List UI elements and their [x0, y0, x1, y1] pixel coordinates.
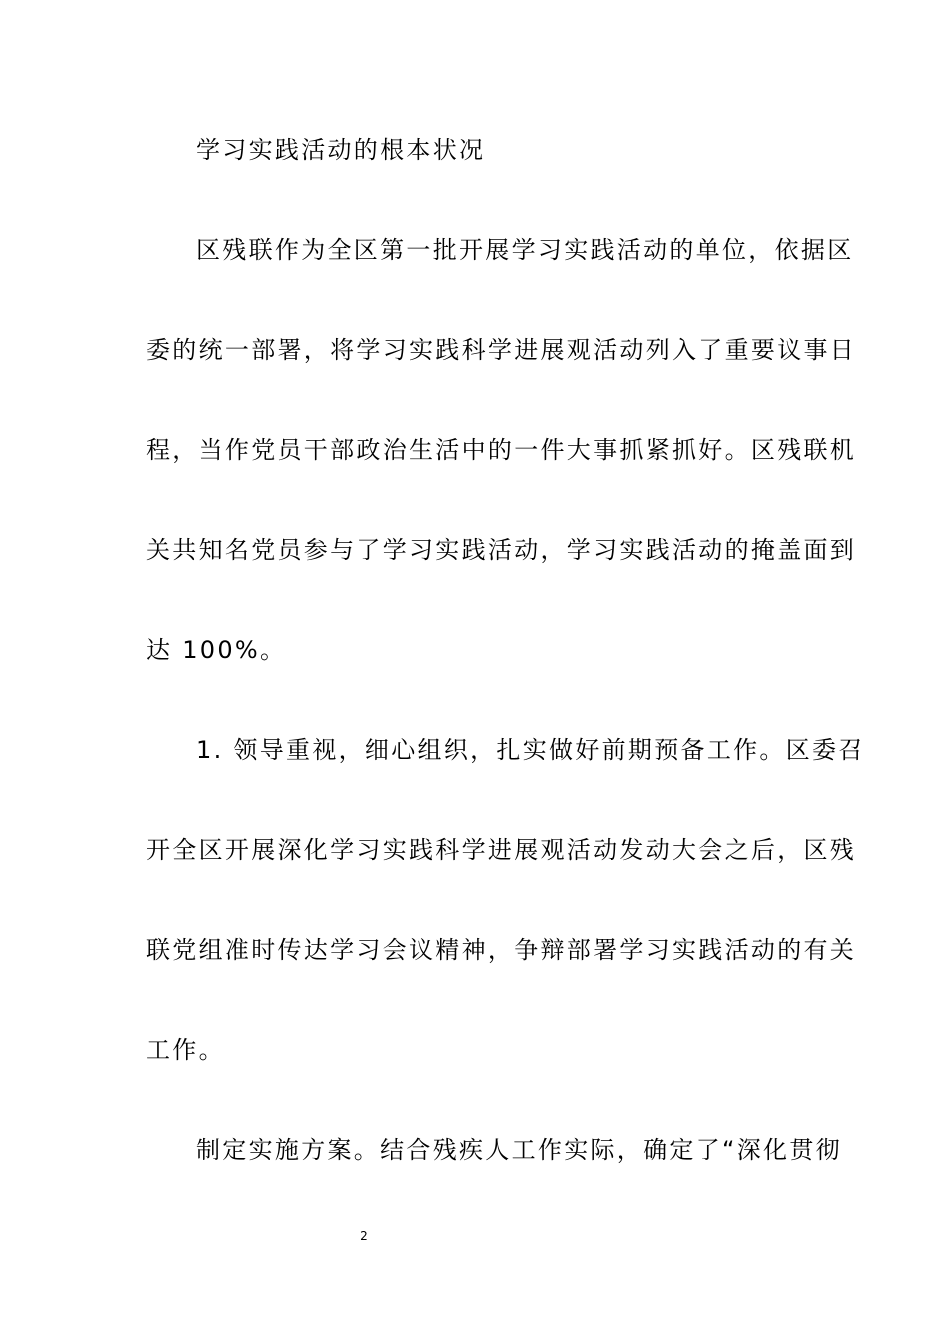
page-number: 2	[360, 1229, 368, 1243]
section-heading: 学习实践活动的根本状况	[196, 136, 486, 164]
paragraph-line: 工作。	[146, 1036, 225, 1064]
paragraph-line: 制定实施方案。结合残疾人工作实际，确定了“深化贯彻	[196, 1136, 842, 1164]
paragraph-line: 委的统一部署，将学习实践科学进展观活动列入了重要议事日	[146, 336, 857, 364]
paragraph-line: 1. 领导重视，细心组织，扎实做好前期预备工作。区委召	[196, 736, 865, 764]
paragraph-line: 区残联作为全区第一批开展学习实践活动的单位，依据区	[196, 236, 854, 264]
paragraph-line: 联党组准时传达学习会议精神，争辩部署学习实践活动的有关	[146, 936, 857, 964]
paragraph-line: 开全区开展深化学习实践科学进展观活动发动大会之后，区残	[146, 836, 857, 864]
paragraph-line: 关共知名党员参与了学习实践活动，学习实践活动的掩盖面到	[146, 536, 857, 564]
paragraph-line: 程，当作党员干部政治生活中的一件大事抓紧抓好。区残联机	[146, 436, 857, 464]
paragraph-line: 达 100%。	[146, 636, 287, 664]
